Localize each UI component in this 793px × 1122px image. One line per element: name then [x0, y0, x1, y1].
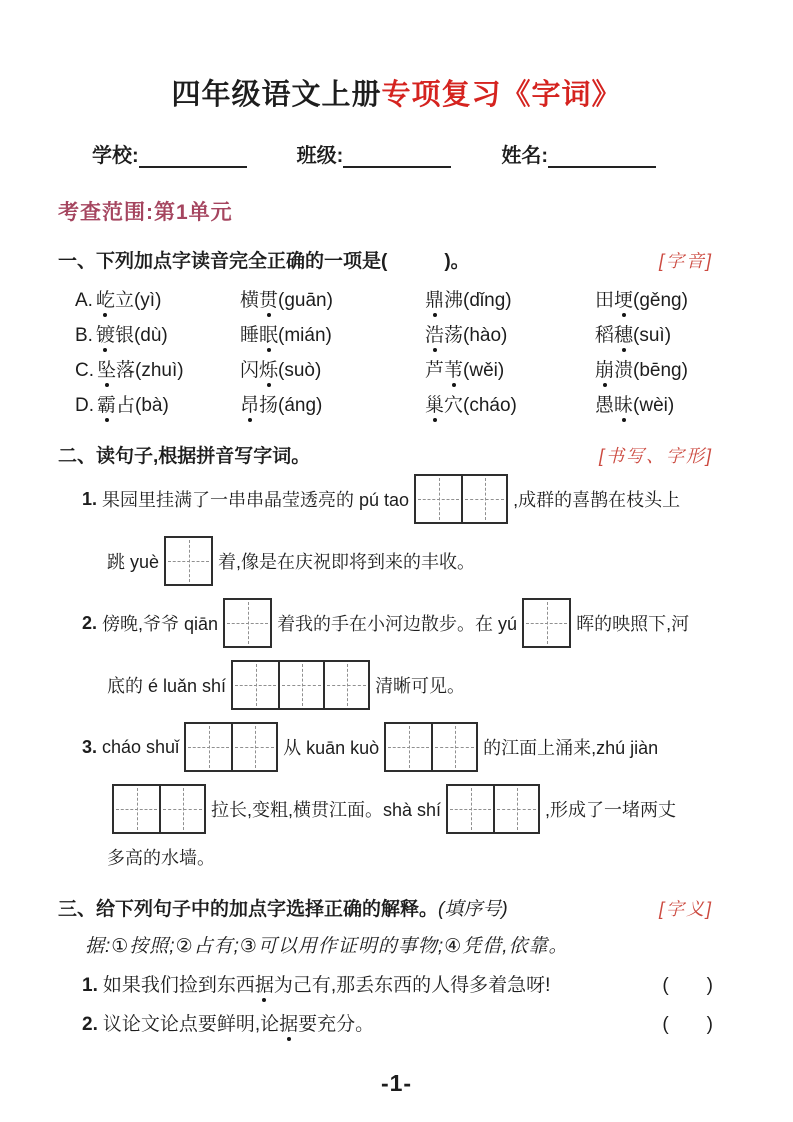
option-word	[425, 355, 595, 382]
word-post: 溃(bēng)	[614, 360, 688, 381]
item-text	[103, 1009, 652, 1036]
word-pre: 田	[595, 290, 615, 311]
item-pre: 如果我们捡到东西	[102, 975, 255, 996]
word-post: (suì)	[633, 325, 672, 346]
writing-box[interactable]	[522, 598, 571, 648]
option-word	[240, 320, 425, 347]
item-pre: 议论文论点要鲜明,论	[102, 1014, 280, 1035]
option-word	[75, 285, 240, 312]
sentence2-line1	[82, 592, 793, 654]
q3-item-2	[82, 1009, 713, 1036]
writing-box[interactable]	[446, 784, 540, 834]
student-info-row	[92, 139, 793, 168]
sentence1-line2	[107, 530, 793, 592]
option-label: D.	[75, 395, 94, 416]
sentence-text: 清晰可见。	[375, 676, 466, 696]
class-label: 班级:	[296, 145, 344, 167]
word-pre: 稻	[595, 325, 615, 346]
option-word	[75, 390, 240, 417]
word-pre: 闪	[240, 360, 260, 381]
sentence-text: 拉长,变粗,横贯江面。shà shí	[211, 800, 442, 820]
dotted-char: 鼎	[425, 285, 444, 312]
writing-cell[interactable]	[416, 476, 461, 522]
question1-options	[75, 281, 793, 421]
item-number: 2.	[82, 1014, 98, 1035]
dotted-char: 烁	[259, 355, 278, 382]
sentence-number: 3.	[82, 736, 98, 757]
option-word	[595, 285, 793, 312]
word-pre: 愚	[595, 395, 615, 416]
definition-line: 据:①按照;②占有;③可以用作证明的事物;④凭借,依靠。	[85, 936, 569, 957]
word-post: 荡(hào)	[444, 325, 508, 346]
sentence3-line1	[82, 716, 793, 778]
dotted-char: 眠	[259, 320, 278, 347]
question2-body	[58, 468, 793, 874]
word-post: 落(zhuì)	[116, 360, 184, 381]
word-post: (suò)	[278, 360, 322, 381]
sentence-text: 着我的手在小河边散步。在 yú	[277, 614, 518, 634]
dotted-char: 巢	[425, 390, 444, 417]
sentence-text: 果园里挂满了一串串晶莹透亮的 pú tao	[102, 490, 410, 510]
writing-box[interactable]	[164, 536, 213, 586]
sentence-text: 晖的映照下,河	[576, 614, 690, 634]
school-label: 学校:	[92, 145, 139, 167]
option-row-b[interactable]	[75, 316, 793, 351]
question3-heading-note: (填序号)	[438, 899, 508, 920]
title-red: 专项复习《字词》	[381, 79, 622, 111]
dotted-char: 屹	[96, 285, 115, 312]
sentence-text: 傍晚,爷爷 qiān	[102, 614, 219, 634]
sentence2-line2	[107, 654, 793, 716]
sentence-number: 2.	[82, 612, 98, 633]
word-post: 穴(cháo)	[444, 395, 517, 416]
sentence3-line2	[107, 778, 793, 840]
item-number: 1.	[82, 975, 98, 996]
option-row-a[interactable]	[75, 281, 793, 316]
writing-cell[interactable]	[524, 600, 569, 646]
class-blank[interactable]	[343, 144, 451, 168]
word-post: (wěi)	[463, 360, 505, 381]
dotted-char: 穗	[614, 320, 633, 347]
word-pre: 横	[240, 290, 260, 311]
question3-heading-text: 三、给下列句子中的加点字选择正确的解释。	[58, 899, 439, 920]
sentence-text: 着,像是在庆祝即将到来的丰收。	[218, 552, 476, 572]
item-text	[103, 970, 652, 997]
writing-cell[interactable]	[461, 476, 506, 522]
sentence-text: 从 kuān kuò	[283, 738, 380, 758]
writing-cell[interactable]	[233, 662, 278, 708]
answer-bracket[interactable]: ( )	[662, 1014, 713, 1035]
name-label: 姓名:	[501, 145, 549, 167]
scope-heading: 考查范围:第1单元	[58, 201, 233, 224]
dotted-char: 镀	[96, 320, 115, 347]
word-post: (wèi)	[633, 395, 675, 416]
option-row-d[interactable]	[75, 386, 793, 421]
dotted-char: 霸	[97, 390, 116, 417]
school-field	[92, 139, 247, 168]
name-field	[501, 139, 656, 168]
page-number: -1-	[380, 1070, 413, 1096]
option-word	[595, 390, 793, 417]
question2-heading: 二、读句子,根据拼音写字词。	[58, 446, 311, 467]
item-post: 要充分。	[298, 1014, 375, 1035]
question2-tag: [书写、字形]	[598, 446, 713, 466]
dotted-char: 埂	[614, 285, 633, 312]
question1-heading: 一、下列加点字读音完全正确的一项是( )。	[58, 251, 470, 272]
option-word	[240, 355, 425, 382]
sentence-text: 多高的水墙。	[107, 848, 215, 868]
word-pre: 芦	[425, 360, 445, 381]
option-word	[240, 285, 425, 312]
dotted-char: 昂	[240, 390, 259, 417]
word-post: (mián)	[278, 325, 332, 346]
dotted-char: 坠	[97, 355, 116, 382]
class-field	[297, 139, 452, 168]
word-post: 扬(áng)	[259, 395, 323, 416]
word-post: 银(dù)	[114, 325, 168, 346]
question3-heading-row	[58, 894, 713, 921]
page-title	[0, 0, 793, 113]
sentence-text: ,成群的喜鹊在枝头上	[513, 490, 681, 510]
writing-cell[interactable]	[493, 786, 538, 832]
answer-bracket[interactable]: ( )	[662, 975, 713, 996]
dotted-char: 昧	[614, 390, 633, 417]
option-word	[240, 390, 425, 417]
option-word	[425, 320, 595, 347]
dotted-char: 据	[255, 970, 274, 997]
school-blank[interactable]	[139, 144, 247, 168]
writing-cell[interactable]	[166, 538, 211, 584]
option-word	[595, 355, 793, 382]
word-post: (gěng)	[633, 290, 688, 311]
writing-cell[interactable]	[114, 786, 159, 832]
writing-box[interactable]	[112, 784, 206, 834]
question3-tag: [字义]	[658, 899, 713, 919]
word-pre: 睡	[240, 325, 260, 346]
dotted-char: 苇	[444, 355, 463, 382]
option-row-c[interactable]	[75, 351, 793, 386]
dotted-char: 据	[279, 1009, 298, 1036]
name-blank[interactable]	[548, 144, 656, 168]
word-post: (guān)	[278, 290, 333, 311]
writing-box[interactable]	[223, 598, 272, 648]
writing-cell[interactable]	[159, 786, 204, 832]
sentence-text: 跳 yuè	[107, 552, 160, 572]
sentence-text: 的江面上涌来,zhú jiàn	[483, 738, 659, 758]
word-post: 沸(dǐng)	[444, 290, 512, 311]
dotted-char: 贯	[259, 285, 278, 312]
option-word	[595, 320, 793, 347]
sentence-text: ,形成了一堵两丈	[545, 800, 677, 820]
sentence3-line3	[107, 840, 793, 874]
sentence1-line1	[82, 468, 793, 530]
writing-cell[interactable]	[448, 786, 493, 832]
option-label: C.	[75, 360, 94, 381]
writing-box[interactable]	[384, 722, 478, 772]
question2-heading-row	[58, 441, 713, 468]
option-label: B.	[75, 325, 93, 346]
q3-item-1	[82, 970, 713, 997]
writing-box[interactable]	[184, 722, 278, 772]
writing-box[interactable]	[231, 660, 370, 710]
writing-cell[interactable]	[278, 662, 323, 708]
sentence-text: 底的 é luǎn shí	[107, 676, 227, 696]
title-black: 四年级语文上册	[171, 79, 382, 111]
writing-cell[interactable]	[231, 724, 276, 770]
option-word	[425, 390, 595, 417]
writing-cell[interactable]	[186, 724, 231, 770]
option-word	[425, 285, 595, 312]
writing-cell[interactable]	[323, 662, 368, 708]
writing-box[interactable]	[414, 474, 508, 524]
option-label: A.	[75, 290, 93, 311]
question1-heading-row	[58, 246, 713, 273]
sentence-text: cháo shuǐ	[102, 736, 180, 757]
item-post: 为己有,那丢东西的人得多着急呀!	[273, 975, 551, 996]
word-post: 立(yì)	[114, 290, 162, 311]
option-word	[75, 355, 240, 382]
writing-cell[interactable]	[431, 724, 476, 770]
dotted-char: 崩	[595, 355, 614, 382]
question3-heading	[58, 894, 508, 921]
writing-cell[interactable]	[386, 724, 431, 770]
sentence-number: 1.	[82, 488, 98, 509]
word-post: 占(bà)	[116, 395, 169, 416]
option-word	[75, 320, 240, 347]
question1-tag: [字音]	[658, 251, 713, 271]
dotted-char: 浩	[425, 320, 444, 347]
writing-cell[interactable]	[225, 600, 270, 646]
